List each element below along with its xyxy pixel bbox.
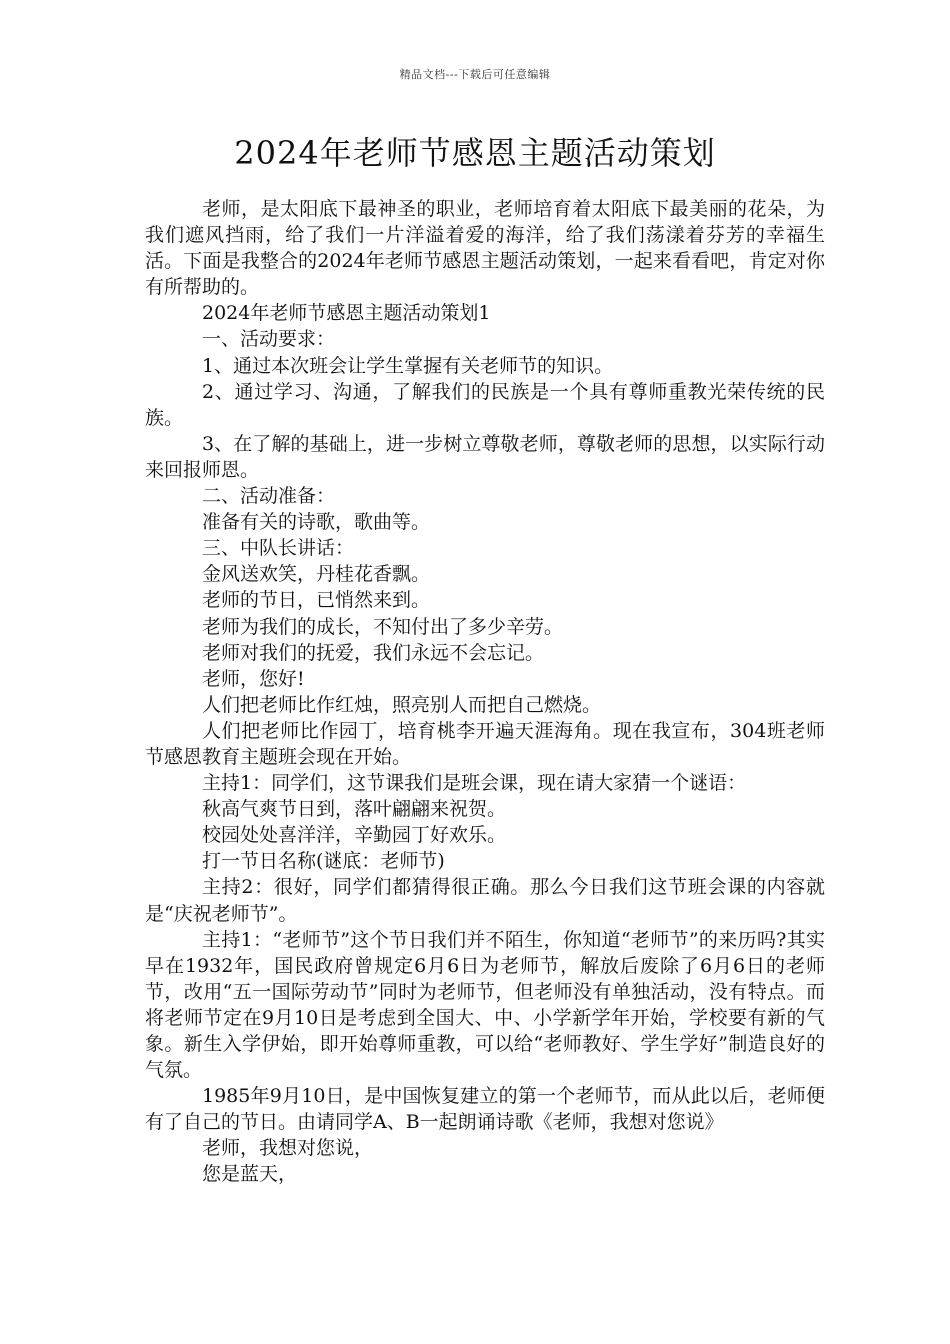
document-body [145, 196, 825, 1188]
paragraph: 秋高气爽节日到，落叶翩翩来祝贺。 [202, 798, 507, 821]
paragraph: 1、通过本次班会让学生掌握有关老师节的知识。 [202, 354, 614, 377]
page-header-note: 精品文档---下载后可任意编辑 [399, 68, 551, 81]
paragraph: 校园处处喜洋洋，辛勤园丁好欢乐。 [202, 824, 507, 847]
paragraph: 老师为我们的成长，不知付出了多少辛劳。 [202, 615, 564, 638]
paragraph: 2、通过学习、沟通，了解我们的民族是一个具有尊师重教光荣传统的民族。 [145, 380, 825, 429]
paragraph: 一、活动要求： [202, 328, 336, 351]
paragraph: 老师，我想对您说， [202, 1137, 374, 1160]
paragraph: 二、活动准备： [202, 485, 336, 508]
paragraph: 主持2：很好，同学们都猜得很正确。那么今日我们这节班会课的内容就是“庆祝老师节”。 [145, 876, 825, 925]
paragraph: 您是蓝天， [202, 1163, 298, 1186]
paragraph: 金风送欢笑，丹桂花香飘。 [202, 563, 431, 586]
paragraph: 准备有关的诗歌，歌曲等。 [202, 511, 431, 534]
paragraph: 主持1：“老师节”这个节日我们并不陌生，你知道“老师节”的来历吗?其实早在1932年，国民政府曾规定6月6日为老师节，解放后废除了6月6日的老师节，改用“五一国际劳动节”同时为老师节，但老师没有单独活动，没有特点。而将老师节定在9月10日是考虑到全国大、中、小学新学年开始，学校要有新的气象。新生入学伊始，即开始尊师重教，可以给“老师教好、学生学好”制造良好的气氛。 [145, 928, 825, 1082]
paragraph: 1985年9月10日，是中国恢复建立的第一个老师节，而从此以后，老师便有了自己的节日。由请同学A、B一起朗诵诗歌《老师，我想对您说》 [145, 1085, 825, 1134]
paragraph: 打一节日名称(谜底：老师节) [202, 850, 445, 873]
paragraph: 老师，是太阳底下最神圣的职业，老师培育着太阳底下最美丽的花朵，为我们遮风挡雨，给了我们一片洋溢着爱的海洋，给了我们荡漾着芬芳的幸福生活。下面是我整合的2024年老师节感恩主题活动策划，一起来看看吧，肯定对你有所帮助的。 [145, 198, 825, 299]
paragraph: 三、中队长讲话： [202, 537, 355, 560]
paragraph: 老师对我们的抚爱，我们永远不会忘记。 [202, 641, 545, 664]
paragraph: 主持1：同学们，这节课我们是班会课，现在请大家猜一个谜语： [202, 772, 747, 795]
document-title: 2024年老师节感恩主题活动策划 [234, 134, 716, 172]
paragraph: 3、在了解的基础上，进一步树立尊敬老师，尊敬老师的思想，以实际行动来回报师恩。 [145, 432, 825, 481]
paragraph: 人们把老师比作园丁，培育桃李开遍天涯海角。现在我宣布，304班老师节感恩教育主题班会现在开始。 [145, 719, 825, 768]
paragraph: 老师的节日，已悄然来到。 [202, 589, 431, 612]
paragraph: 人们把老师比作红烛，照亮别人而把自己燃烧。 [202, 693, 602, 716]
paragraph: 老师，您好! [202, 667, 305, 690]
paragraph: 2024年老师节感恩主题活动策划1 [202, 302, 491, 325]
